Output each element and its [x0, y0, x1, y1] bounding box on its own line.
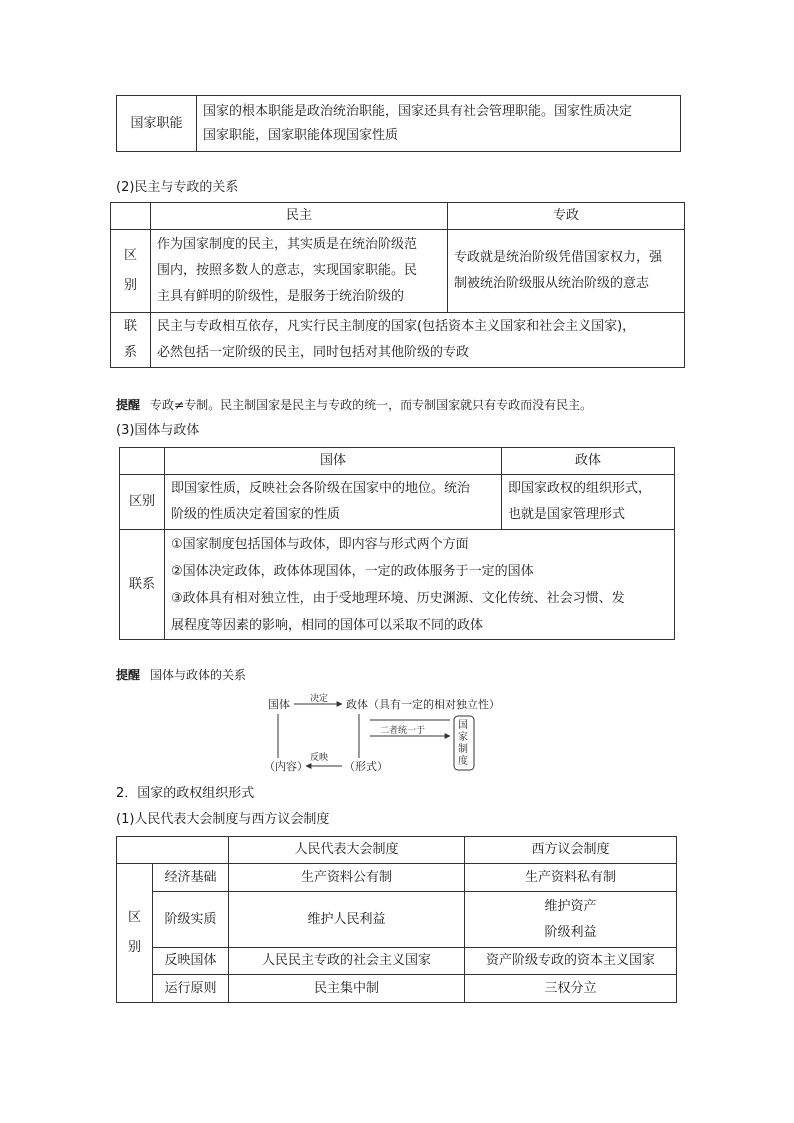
- edge-label-unify: 二者统一于: [380, 726, 426, 736]
- reminder-note-2: [116, 665, 246, 685]
- reminder-note-1: [116, 395, 592, 415]
- npc-reflected-state: 人民民主专政的社会主义国家: [229, 948, 465, 975]
- state-function-table: [116, 95, 681, 152]
- govt-system-difference-text: 即国家政权的组织形式， 也就是国家管理形式: [502, 475, 675, 530]
- western-reflected-state: 资产阶级专政的资本主义国家: [465, 948, 677, 975]
- section-heading-democracy-dictatorship: (2)民主与专政的关系: [116, 180, 239, 195]
- western-operating-principle: 三权分立: [465, 975, 677, 1003]
- col-header-dictatorship: 专政: [448, 203, 685, 230]
- row-label-connection: 联系: [120, 530, 165, 640]
- node-state-system: 国体: [268, 698, 290, 711]
- col-header-state-system: 国体: [165, 448, 502, 475]
- box-char-3: 制: [458, 744, 468, 755]
- section-heading-regime-form: 2．国家的政权组织形式: [116, 786, 255, 801]
- edge-label-decide: 决定: [310, 694, 329, 704]
- state-system-difference-text: 即国家性质，反映社会各阶级在国家中的地位。统治 阶级的性质决定着国家的性质: [165, 475, 502, 530]
- edge-label-reflect: 反映: [310, 753, 329, 763]
- section-heading-state-govt: (3)国体与政体: [116, 423, 200, 438]
- col-header-govt-system: 政体: [502, 448, 675, 475]
- row-label-connection: 联 系: [111, 313, 151, 368]
- corner-cell: [111, 203, 151, 230]
- box-char-4: 度: [458, 756, 468, 767]
- western-economic-base: 生产资料私有制: [465, 864, 677, 892]
- col-header-democracy: 民主: [151, 203, 448, 230]
- row-label-difference: 区 别: [111, 230, 151, 313]
- npc-operating-principle: 民主集中制: [229, 975, 465, 1003]
- state-function-text: 国家的根本职能是政治统治职能，国家还具有社会管理职能。国家性质决定 国家职能，国家职能体现国家性质: [197, 96, 681, 152]
- col-header-western-parliament: 西方议会制度: [465, 837, 677, 864]
- box-char-1: 国: [458, 720, 468, 731]
- node-content: （内容）: [264, 760, 308, 773]
- state-govt-relation-diagram: [258, 690, 538, 776]
- node-govt-system: 政体（具有一定的相对独立性）: [346, 698, 500, 711]
- section-heading-npc-vs-western: (1)人民代表大会制度与西方议会制度: [116, 812, 330, 827]
- npc-economic-base: 生产资料公有制: [229, 864, 465, 892]
- row-label-operating-principle: 运行原则: [153, 975, 229, 1003]
- row-label-reflected-state: 反映国体: [153, 948, 229, 975]
- connection-text: 民主与专政相互依存，凡实行民主制度的国家(包括资本主义国家和社会主义国家)， 必然包括一定阶级的民主，同时包括对其他阶级的专政: [151, 313, 685, 368]
- reminder-keyword: 提醒: [116, 668, 141, 682]
- reminder-keyword: 提醒: [116, 398, 141, 412]
- box-char-2: 家: [458, 732, 468, 743]
- reminder-text: 专政≠专制。民主制国家是民主与专政的统一，而专制国家就只有专政而没有民主。: [150, 398, 593, 412]
- state-function-label: 国家职能: [117, 96, 197, 152]
- corner-cell: [120, 448, 165, 475]
- row-label-difference: 区别: [120, 475, 165, 530]
- western-class-essence: 维护资产 阶级利益: [465, 892, 677, 948]
- connection-points: ①国家制度包括国体与政体，即内容与形式两个方面 ②国体决定政体，政体体现国体，一定的政体服务于一定的国体 ③政体具有相对独立性，由于受地理环境、历史渊源、文化传统、社会习惯、发 展程度等因素的影响，相同的国体可以采取不同的政体: [165, 530, 675, 640]
- row-label-economic-base: 经济基础: [153, 864, 229, 892]
- dictatorship-difference-text: 专政就是统治阶级凭借国家权力，强 制被统治阶级服从统治阶级的意志: [448, 230, 685, 313]
- npc-vs-western-parliament-table: [116, 836, 677, 1003]
- state-govt-table: [119, 447, 675, 640]
- corner-cell: [117, 837, 229, 864]
- col-header-npc: 人民代表大会制度: [229, 837, 465, 864]
- node-form: （形式）: [344, 760, 388, 773]
- democracy-difference-text: 作为国家制度的民主，其实质是在统治阶级范 围内，按照多数人的意志，实现国家职能。民 主具有鲜明的阶级性，是服务于统治阶级的: [151, 230, 448, 313]
- democracy-dictatorship-table: [110, 202, 685, 368]
- npc-class-essence: 维护人民利益: [229, 892, 465, 948]
- reminder-text: 国体与政体的关系: [150, 668, 247, 682]
- group-label-difference: 区 别: [117, 864, 153, 1003]
- row-label-class-essence: 阶级实质: [153, 892, 229, 948]
